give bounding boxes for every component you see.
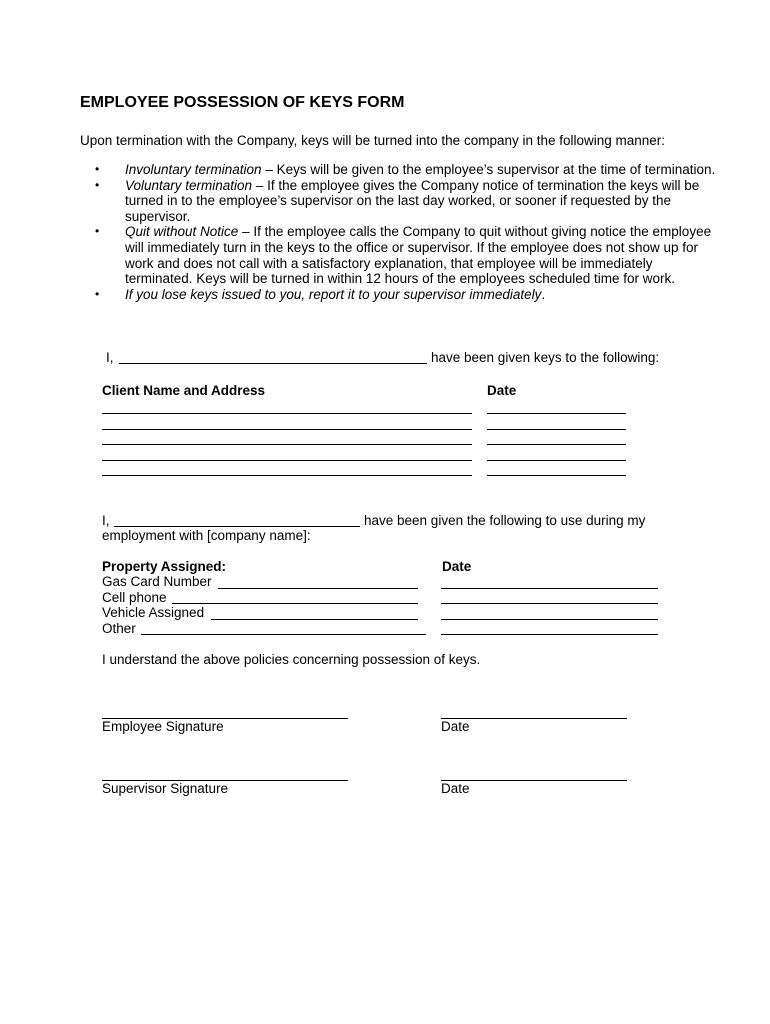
keys-recipient-prefix: I, (106, 350, 114, 365)
gas-card-number-field[interactable] (218, 588, 418, 589)
bullet-icon: • (95, 177, 100, 192)
form-title: EMPLOYEE POSSESSION OF KEYS FORM (80, 94, 405, 111)
employee-signature-label: Employee Signature (102, 719, 224, 734)
other-property-field[interactable] (141, 634, 426, 635)
gas-card-date-field[interactable] (441, 588, 658, 589)
property-column-header: Property Assigned: (102, 559, 227, 574)
keys-date-column-header: Date (487, 383, 517, 398)
supervisor-date-label: Date (441, 781, 470, 796)
bullet-label: Quit without Notice (125, 224, 239, 240)
property-recipient-prefix: I, (102, 513, 110, 528)
cell-phone-label: Cell phone (102, 590, 167, 605)
property-recipient-suffix: have been given the following to use during my (364, 513, 646, 528)
client-column-header: Client Name and Address (102, 383, 266, 398)
cell-phone-date-field[interactable] (441, 603, 658, 604)
list-item (92, 162, 722, 178)
vehicle-assigned-label: Vehicle Assigned (102, 605, 205, 620)
cell-phone-field[interactable] (172, 603, 418, 604)
bullet-icon: • (95, 286, 100, 301)
intro-text: Upon termination with the Company, keys will be turned into the company in the following manner: (80, 133, 666, 148)
client-address-field[interactable] (102, 444, 472, 445)
other-label: Other (102, 621, 136, 636)
acknowledgement-text: I understand the above policies concerning possession of keys. (102, 652, 481, 667)
bullet-label: Involuntary termination (125, 162, 262, 177)
keys-date-field[interactable] (487, 475, 626, 476)
other-date-field[interactable] (441, 634, 658, 635)
list-item (92, 287, 722, 303)
gas-card-label: Gas Card Number (102, 574, 212, 589)
keys-date-field[interactable] (487, 429, 626, 430)
property-date-column-header: Date (442, 559, 472, 574)
termination-rules-list (92, 162, 722, 302)
bullet-icon: • (95, 224, 100, 239)
bullet-label: Voluntary termination (125, 177, 253, 193)
bullet-label: If you lose keys issued to you, report it to your supervisor immediately (125, 286, 542, 302)
property-intro-line2: employment with [company name]: (102, 528, 311, 543)
supervisor-signature-label: Supervisor Signature (102, 781, 229, 796)
bullet-text: . (541, 286, 546, 302)
keys-recipient-name-field[interactable] (119, 363, 427, 364)
property-recipient-name-field[interactable] (114, 526, 360, 527)
bullet-text: – If the employee gives the Company notice of termination the keys will be turned in to the employee’s supervisor on the last day worked, or sooner if requested by the supervisor. (125, 177, 700, 224)
vehicle-date-field[interactable] (441, 619, 658, 620)
bullet-icon: • (95, 162, 100, 176)
keys-date-field[interactable] (487, 413, 626, 414)
employee-date-label: Date (441, 719, 470, 734)
keys-date-field[interactable] (487, 460, 626, 461)
bullet-text: – If the employee calls the Company to quit without giving notice the employee will immediately turn in the keys to the office or supervisor. If the employee does not show up for work and does not call with a satisfactory explanation, that employee will be immediately terminated. Keys will be turned in within 12 hours of the employees scheduled time for work. (125, 224, 712, 287)
list-item (92, 224, 722, 286)
keys-recipient-suffix: have been given keys to the following: (431, 350, 660, 365)
client-address-field[interactable] (102, 460, 472, 461)
list-item (92, 178, 722, 225)
client-address-field[interactable] (102, 475, 472, 476)
client-address-field[interactable] (102, 429, 472, 430)
bullet-text: – Keys will be given to the employee’s supervisor at the time of termination. (261, 162, 716, 177)
client-address-field[interactable] (102, 413, 472, 414)
vehicle-assigned-field[interactable] (211, 619, 418, 620)
keys-date-field[interactable] (487, 444, 626, 445)
